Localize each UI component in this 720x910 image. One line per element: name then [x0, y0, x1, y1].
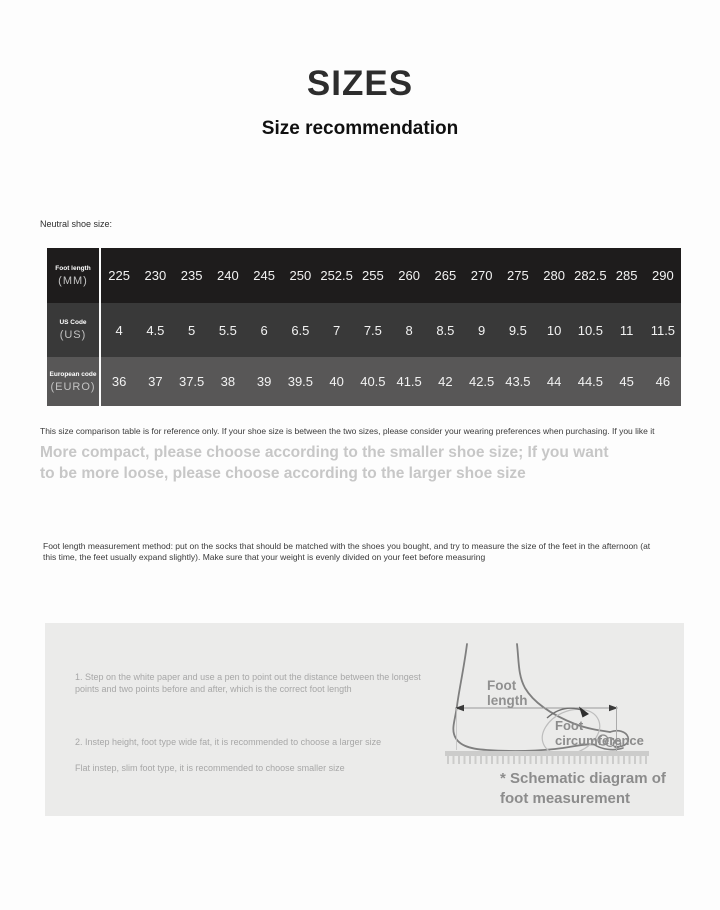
instruction-step-1: 1. Step on the white paper and use a pen to point out the distance between the longest points and two points before and after, which is the correct foot length: [75, 672, 421, 694]
size-table: [47, 248, 681, 406]
foot-length-label-line2: length: [487, 693, 528, 708]
size-cell: 43.5: [505, 374, 531, 389]
foot-measurement-diagram: [443, 628, 663, 773]
size-cell: 41.5: [396, 374, 422, 389]
size-cell: 40: [329, 374, 344, 389]
ground-bar: [445, 751, 649, 756]
size-cell: 245: [253, 268, 275, 283]
size-cell: 252.5: [320, 268, 353, 283]
size-table-cells: [101, 248, 681, 303]
size-table-row-header: [47, 357, 99, 406]
size-cell: 6: [260, 322, 268, 338]
size-cell: 7: [333, 322, 341, 338]
size-cell: 42: [438, 374, 453, 389]
size-cell: 7.5: [363, 322, 382, 338]
circumference-arrow-curve: [547, 708, 584, 718]
preference-note: More compact, please choose according to the smaller shoe size; If you want to be more loose, please choose according to the larger shoe size: [40, 444, 609, 482]
size-cell: 36: [111, 374, 127, 389]
size-cell: 38: [220, 374, 236, 389]
size-cell: 37: [148, 374, 163, 389]
row-header-name: European code: [49, 370, 97, 378]
size-table-row-header: [47, 303, 99, 357]
size-cell: 265: [434, 268, 457, 283]
neutral-shoe-size-label: Neutral shoe size:: [40, 219, 113, 229]
row-header-name: US Code: [59, 319, 87, 326]
size-cell: 42.5: [468, 374, 495, 389]
size-cell: 11: [619, 322, 634, 338]
size-table-row: [47, 248, 681, 303]
size-cell: 44.5: [577, 374, 604, 389]
size-cell: 45: [619, 374, 634, 389]
size-table-row: [47, 357, 681, 406]
size-cell: 285: [615, 268, 638, 283]
foot-length-label-line1: Foot: [487, 678, 517, 693]
size-cell: 44: [546, 374, 562, 389]
size-cell: 282.5: [574, 268, 607, 283]
row-header-unit: (EURO): [50, 380, 96, 393]
size-cell: 10: [546, 322, 562, 338]
size-cell: 260: [398, 268, 420, 283]
size-cell: 255: [362, 268, 384, 283]
page-subtitle: Size recommendation: [261, 118, 459, 139]
size-cell: 290: [652, 268, 674, 283]
size-cell: 39.5: [287, 374, 314, 389]
size-cell: 5.5: [218, 322, 237, 338]
size-cell: 46: [655, 374, 671, 389]
size-table-row: [47, 303, 681, 357]
size-cell: 230: [144, 268, 167, 283]
size-cell: 270: [470, 268, 493, 283]
diagram-caption: * Schematic diagram of foot measurement: [500, 770, 666, 807]
reference-note: This size comparison table is for reference only. If your shoe size is between the two sizes, please consider your wearing preferences when purchasing. If you like it: [40, 426, 655, 436]
row-header-name: Foot length: [55, 264, 91, 272]
row-header-unit: (US): [59, 329, 87, 341]
size-cell: 4: [115, 322, 123, 338]
size-cell: 10.5: [577, 322, 604, 338]
size-cell: 8: [405, 322, 413, 338]
instruction-step-3: Flat instep, slim foot type, it is recommended to choose smaller size: [75, 763, 345, 773]
size-cell: 5: [188, 322, 196, 338]
size-table-cells: [101, 357, 681, 406]
size-cell: 225: [108, 268, 130, 283]
size-cell: 9: [478, 322, 486, 338]
size-cell: 9.5: [508, 322, 527, 338]
circumference-label-line1: Foot: [555, 718, 584, 733]
size-cell: 235: [180, 268, 203, 283]
size-cell: 8.5: [436, 322, 455, 338]
size-cell: 4.5: [146, 322, 165, 338]
size-cell: 240: [217, 268, 239, 283]
size-cell: 37.5: [178, 374, 205, 389]
instruction-step-2: 2. Instep height, foot type wide fat, it is recommended to choose a larger size: [75, 737, 382, 747]
size-cell: 11.5: [650, 322, 676, 338]
size-cell: 6.5: [291, 322, 310, 338]
size-table-cells: [101, 303, 681, 357]
size-cell: 280: [543, 268, 565, 283]
size-cell: 40.5: [360, 374, 386, 389]
size-cell: 275: [507, 268, 529, 283]
size-cell: 250: [289, 268, 312, 283]
size-cell: 39: [256, 374, 272, 389]
circumference-label-line2: circumference: [555, 733, 644, 748]
measurement-method-note: Foot length measurement method: put on the socks that should be matched with the shoes you bought, and try to measure the size of the feet in the afternoon (at this time, the feet usually expand slightly). Make sure that your weight is evenly divided on your feet before measuring: [43, 541, 651, 562]
size-table-row-header: [47, 248, 99, 303]
row-header-unit: (MM): [58, 274, 88, 287]
page-title: SIZES: [306, 64, 414, 103]
